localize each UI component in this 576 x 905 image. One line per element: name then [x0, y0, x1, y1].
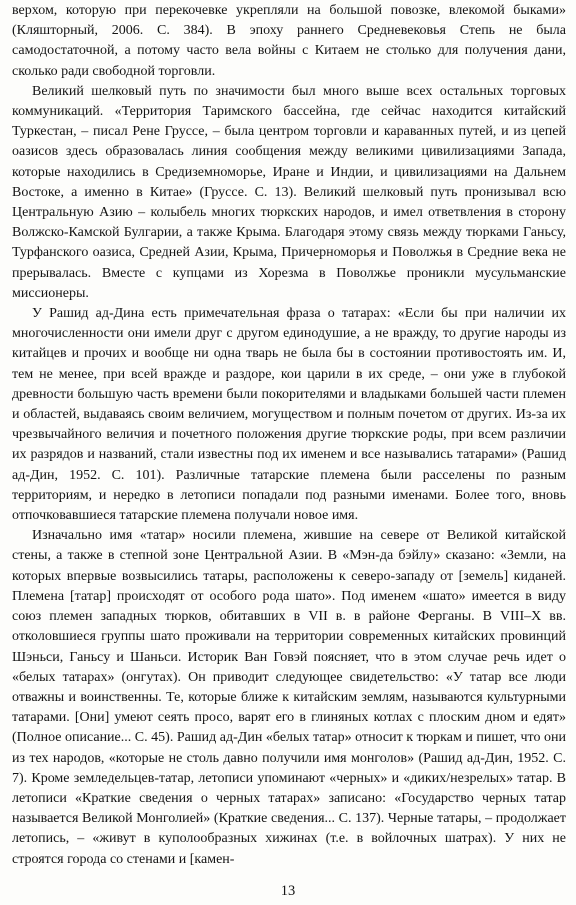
page-number: 13	[280, 883, 296, 899]
paragraph-silk-road: Великий шелковый путь по значимости был много выше всех остальных торговых коммуникаций. «Территория Таримского бассейна, где сейчас находится китайский Туркестан, – писал Рене Груссе, – была центром торговли и караванных путей, и из цепей оазисов здесь образовалась линия сообщения между великими цивилизациями Запада, которые находились в Средиземноморье, Иране и Индии, и цивилизациями на Дальнем Востоке, а именно в Китае» (Груссе. С. 13). Великий шелковый путь пронизывал всю Центральную Азию – колыбель многих тюркских народов, и имел ответвления в сторону Волжско-Камской Булгарии, а также Крыма. Благодаря этому связь между тюрками Ганьсу, Турфанского оазиса, Средней Азии, Крыма, Причерноморья и Поволжья в Средние века не прерывалась. Вместе с купцами из Хорезма в Поволжье проникли мусульманские миссионеры.	[12, 83, 566, 301]
body-text	[12, 1, 566, 870]
paragraph-rashid-ad-din: У Рашид ад-Дина есть примечательная фраза о татарах: «Если бы при наличии их многочисленности они имели друг с другом единодушие, а не вражду, то другие народы из китайцев и прочих и вообще ни одна тварь не была бы в состоянии противостоять им. И, тем не менее, при всей вражде и раздоре, кои царили в их среде, – они уже в глубокой древности большую часть времени были покорителями и владыками большей части племен и областей, выдаваясь своим величием, могуществом и полным почетом от других. Из-за их чрезвычайного величия и почетного положения другие тюркские роды, при всем различии их разрядов и названий, стали известны под их именем и все назывались татарами» (Рашид ад-Дин, 1952. С. 101). Различные татарские племена были расселены по разным территориям, и нередко в летописи попадали под разными именами. Более того, вновь отпочковавшиеся татарские племена получали новое имя.	[12, 306, 566, 524]
paragraph-tatar-name-origin: Изначально имя «татар» носили племена, жившие на севере от Великой китайской стены, а также в степной зоне Центральной Азии. В «Мэн-да бэйлу» сказано: «Земли, на которых впервые возвысились татары, расположены к северо-западу от [земель] киданей. Племена [татар] происходят от особого рода шато». Под именем «шато» имеется в виду союз племен западных тюрков, обитавших в VII в. в районе Ферганы. В VIII–X вв. отколовшиеся группы шато проживали на территории современных китайских провинций Шэньси, Ганьсу и Шаньси. Историк Ван Говэй поясняет, что в этом случае речь идет о «белых татарах» (онгутах). Он приводит следующее свидетельство: «У татар все люди отважны и воинственны. Те, которые ближе к китайским землям, называются культурными татарами. [Они] умеют сеять просо, варят его в глиняных котлах с плоским дном и едят» (Полное описание... С. 45). Рашид ад-Дин «белых татар» относит к тюркам и пишет, что они из тех народов, «которые не столь давно получили имя монголов» (Рашид ад-Дин, 1952. С. 7). Кроме земледельцев-татар, летописи упоминают «черных» и «диких/незрелых» татар. В летописи «Краткие сведения о черных татарах» записано: «Государство черных татар называется Великой Монголией» (Краткие сведения... С. 137). Черные татары, – продолжает летопись, – «живут в куполообразных хижинах (т.е. в войлочных шатрах). У них не строятся города со стенами и [камен-	[12, 528, 566, 867]
paragraph-continued: верхом, которую при перекочевке укрепляли на большой повозке, влекомой быками» (Кляшторный, 2006. С. 384). В эпоху раннего Средневековья Степь не была самодостаточной, а потому часто вела войны с Китаем не столько для получения дани, сколько ради свободной торговли.	[12, 3, 566, 79]
